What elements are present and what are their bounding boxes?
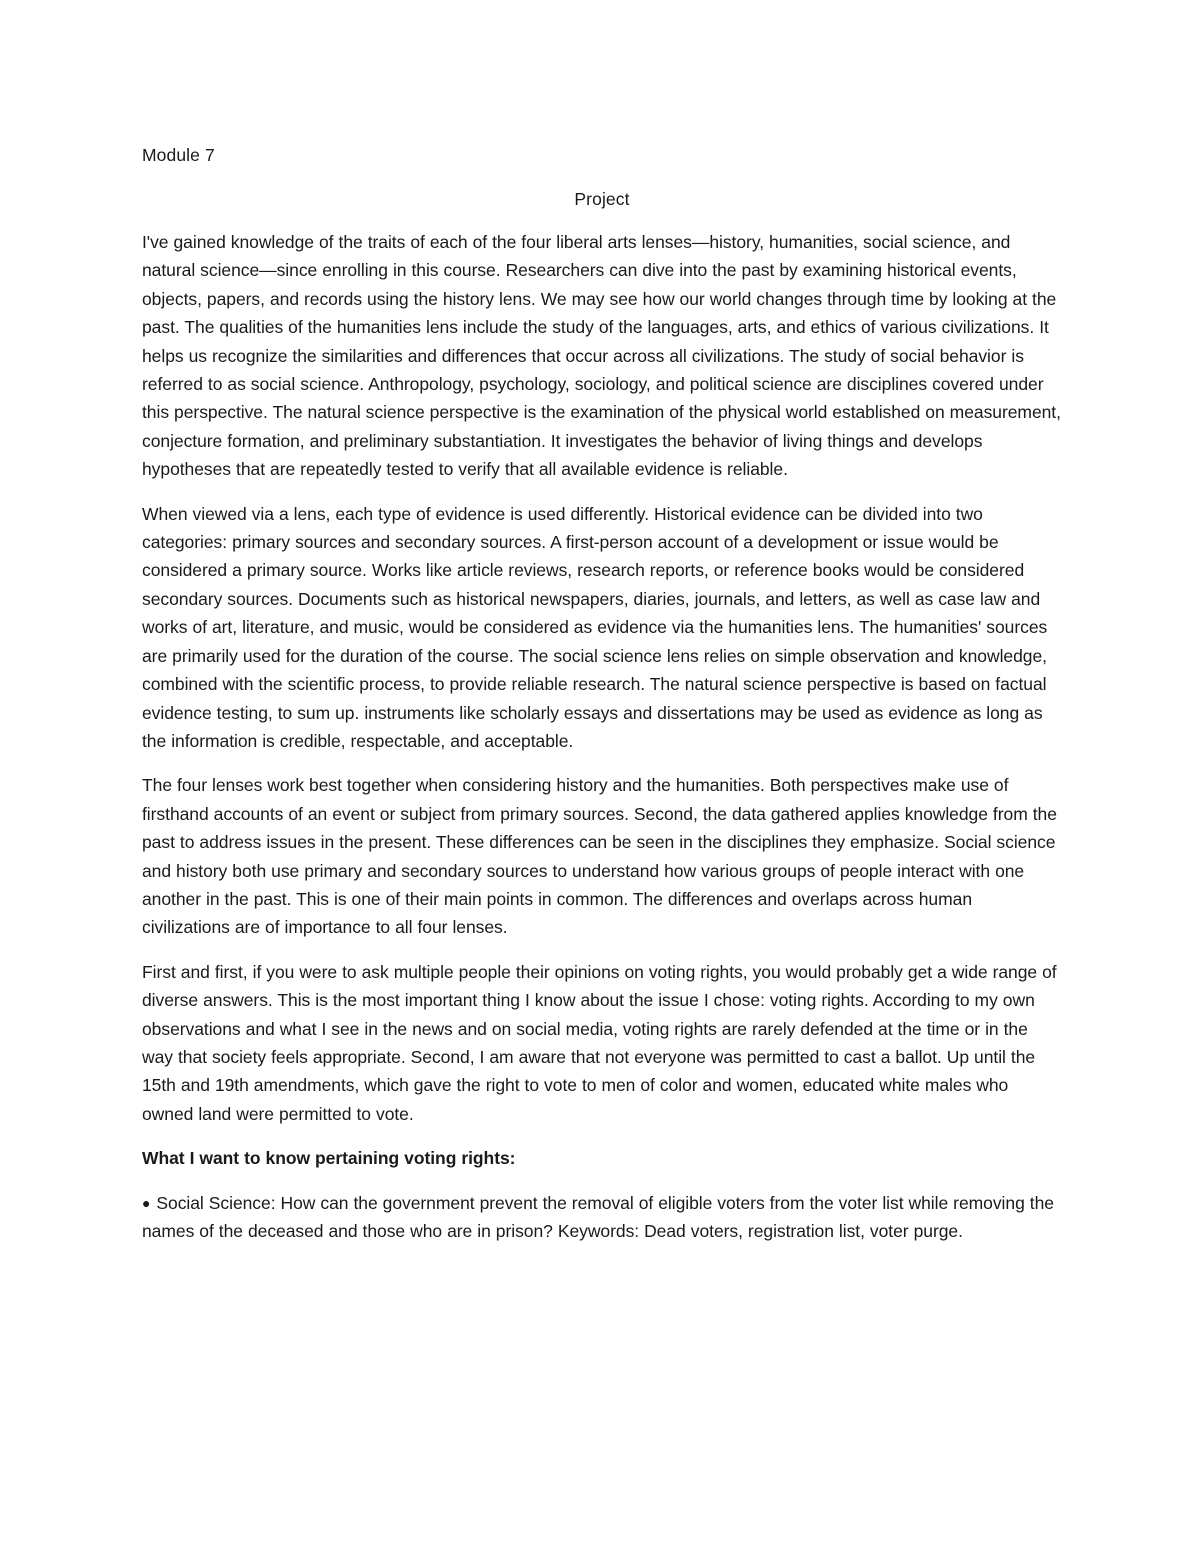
bullet-item-social-science	[142, 1189, 1062, 1246]
module-label: Module 7	[142, 145, 215, 165]
paragraph-lenses-comparison: The four lenses work best together when considering history and the humanities. Both perspectives make use of firsthand accounts of an event or subject from primary sources. Second, the data gathered applies knowledge from the past to address issues in the present. These differences can be seen in the disciplines they emphasize. Social science and history both use primary and secondary sources to understand how various groups of people interact with one another in the past. This is one of their main points in common. The differences and overlaps across human civilizations are of importance to all four lenses.	[142, 775, 1057, 938]
document-body	[142, 141, 1062, 1261]
subheading-what-i-want-to-know: What I want to know pertaining voting rights:	[142, 1148, 516, 1169]
bullet-item-text: Social Science: How can the government prevent the removal of eligible voters from the voter list while removing the names of the deceased and those who are in prison? Keywords: Dead voters, registration list, voter purge.	[142, 1192, 1054, 1241]
paragraph-voting-rights: First and first, if you were to ask multiple people their opinions on voting rights, you would probably get a wide range of diverse answers. This is the most important thing I know about the issue I chose: voting rights. According to my own observations and what I see in the news and on social media, voting rights are rarely defended at the time or in the way that society feels appropriate. Second, I am aware that not everyone was permitted to cast a ballot. Up until the 15th and 19th amendments, which gave the right to vote to men of color and women, educated white males who owned land were permitted to vote.	[142, 961, 1057, 1124]
document-title: Project	[574, 189, 630, 209]
paragraph-evidence-types: When viewed via a lens, each type of evidence is used differently. Historical evidence can be divided into two categories: primary sources and secondary sources. A first-person account of a development or issue would be considered a primary source. Works like article reviews, research reports, or reference books would be considered secondary sources. Documents such as historical newspapers, diaries, journals, and letters, as well as case law and works of art, literature, and music, would be considered as evidence via the humanities lens. The humanities' sources are primarily used for the duration of the course. The social science lens relies on simple observation and knowledge, combined with the scientific process, to provide reliable research. The natural science perspective is based on factual evidence testing, to sum up. instruments like scholarly essays and dissertations may be used as evidence as long as the information is credible, respectable, and acceptable.	[142, 503, 1048, 751]
paragraph-lenses-overview: I've gained knowledge of the traits of each of the four liberal arts lenses—history, humanities, social science, and natural science—since enrolling in this course. Researchers can dive into the past by examining historical events, objects, papers, and records using the history lens. We may see how our world changes through time by looking at the past. The qualities of the humanities lens include the study of the languages, arts, and ethics of various civilizations. It helps us recognize the similarities and differences that occur across all civilizations. The study of social behavior is referred to as social science. Anthropology, psychology, sociology, and political science are disciplines covered under this perspective. The natural science perspective is the examination of the physical world established on measurement, conjecture formation, and preliminary substantiation. It investigates the behavior of living things and develops hypotheses that are repeatedly tested to verify that all available evidence is reliable.	[142, 232, 1061, 480]
bullet-icon: ●	[142, 1194, 151, 1211]
